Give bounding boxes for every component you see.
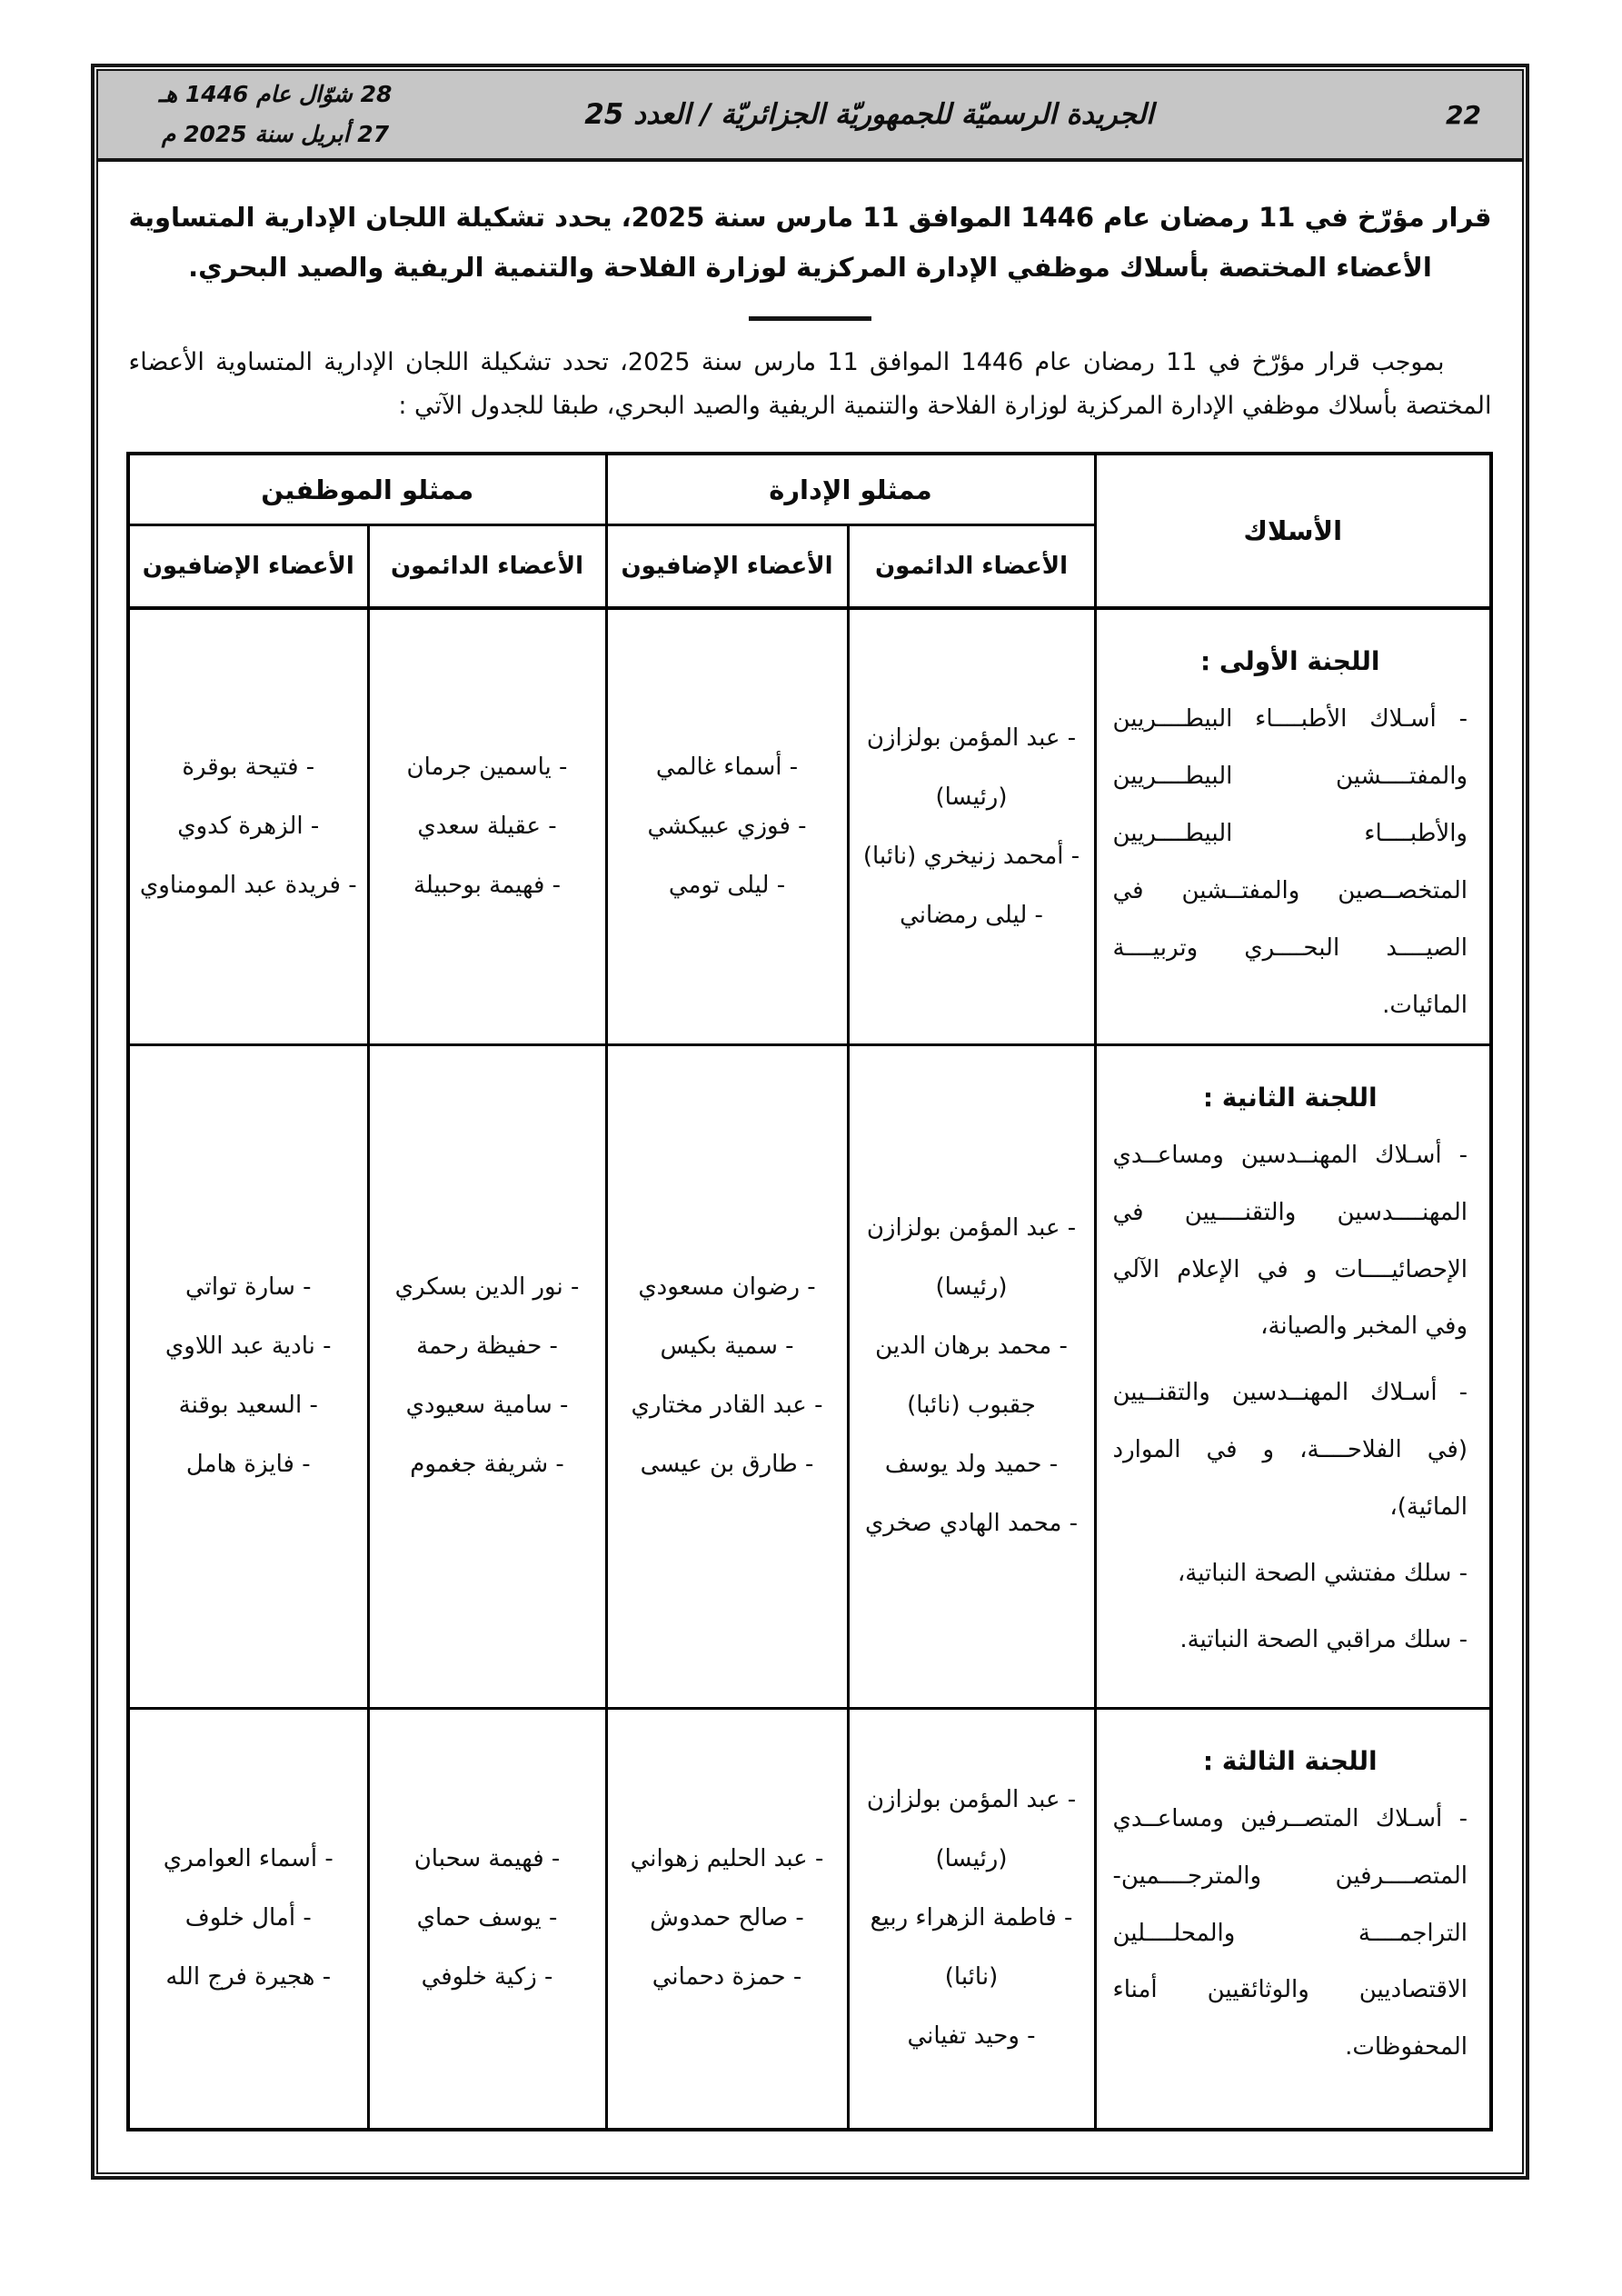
- table-row-committee-1: [128, 608, 1491, 1044]
- column-group-administration: ممثلو الإدارة: [606, 454, 1095, 524]
- column-header-admin-additional: الأعضاء الإضافيون: [606, 524, 848, 608]
- table-row-committee-2: [128, 1044, 1491, 1708]
- column-header-workers-additional: الأعضاء الإضافيون: [128, 524, 368, 608]
- column-header-admin-permanent: الأعضاء الدائمون: [848, 524, 1095, 608]
- date-gregorian: 27 أبريل سنة 2025 م: [161, 121, 390, 147]
- page-header-band: [98, 71, 1522, 162]
- page-number: 22: [1446, 99, 1481, 130]
- cell-aslak-2: اللجنة الثانية : - أسـلاك المهنــدسين ومساعــدي المهنــــدسين والتقنــــيين في الإحصائيــــات و في الإعلام الآلي وفي المخبر والصيانة، - أسـلاك المهنــدسين والتقنــيين (في الفلاحــــة، و في الموارد المائية)، - سلك مفتشي الصحة النباتية، - سلك مراقبي الصحة النباتية.: [1095, 1044, 1491, 1708]
- date-hijri: 28 شوّال عام 1446 هـ: [158, 81, 393, 108]
- committee-3-title: اللجنة الثالثة :: [1202, 1745, 1378, 1776]
- issue-dates: [139, 75, 412, 155]
- committee-1-title: اللجنة الأولى :: [1199, 646, 1380, 677]
- cell-admin-permanent-1: - عبد المؤمن بولزازن (رئيسا) - أمحمد زنيخري (نائبا) - ليلى رمضاني: [848, 608, 1095, 1044]
- cell-admin-additional-3: - عبد الحليم زهواني - صالح حمدوش - حمزة دحماني: [606, 1708, 848, 2130]
- table-header: [128, 454, 1491, 608]
- cell-admin-permanent-3: - عبد المؤمن بولزازن (رئيسا) - فاطمة الزهراء ربيع (نائبا) - وحيد تفياني: [848, 1708, 1095, 2130]
- cell-workers-permanent-3: - فهيمة سحبان - يوسف حماي - زكية خلوفي: [368, 1708, 606, 2130]
- cell-workers-additional-2: - سارة تواتي - نادية عبد اللاوي - السعيد بوقنة - فايزة هامل: [128, 1044, 368, 1708]
- page-border-frame-inner: [96, 69, 1524, 2174]
- cell-aslak-3: اللجنة الثالثة : - أسـلاك المتصــرفين ومساعــدي المتصــــرفين والمترجــــمين- التراجمــــة والمحلــــلين الاقتصاديين والوثائقيين أمناء المحفوظات.: [1095, 1708, 1491, 2130]
- journal-title: الجريدة الرسميّة للجمهوريّة الجزائريّة / العدد 25: [584, 98, 1154, 131]
- table-row-committee-3: [128, 1708, 1491, 2130]
- decree-body-paragraph: بموجب قرار مؤرّخ في 11 رمضان عام 1446 الموافق 11 مارس سنة 2025، تحدد تشكيلة اللجان الإدارية المتساوية الأعضاء المختصة بأسلاك موظفي الإدارة المركزية لوزارة الفلاحة والتنمية الريفية والصيد البحري، طبقا للجدول الآتي :: [128, 348, 1492, 421]
- cell-admin-additional-1: - أسماء غالمي - فوزي عبيكشي - ليلى تومي: [606, 608, 848, 1044]
- decree-title: قرار مؤرّخ في 11 رمضان عام 1446 الموافق 11 مارس سنة 2025، يحدد تشكيلة اللجان الإدارية المتساوية الأعضاء المختصة بأسلاك موظفي الإدارة المركزية لوزارة الفلاحة والتنمية الريفية والصيد البحري.: [128, 202, 1492, 284]
- cell-admin-permanent-2: - عبد المؤمن بولزازن (رئيسا) - محمد برهان الدين جقبوب (نائبا) - حميد ولد يوسف - محمد الهادي صخري: [848, 1044, 1095, 1708]
- committee-2-title: اللجنة الثانية :: [1202, 1082, 1378, 1113]
- column-group-employees: ممثلو الموظفين: [128, 454, 606, 524]
- column-header-workers-permanent: الأعضاء الدائمون: [368, 524, 606, 608]
- title-separator-rule: [749, 316, 871, 321]
- cell-workers-permanent-1: - ياسمين جرمان - عقيلة سعدي - فهيمة بوحبيلة: [368, 608, 606, 1044]
- cell-admin-additional-2: - رضوان مسعودي - سمية بكيس - عبد القادر مختاري - طارق بن عيسى: [606, 1044, 848, 1708]
- cell-aslak-1: اللجنة الأولى : - أسـلاك الأطبــــاء البيطــــريين والمفتــــشين البيطــــريين والأطبــــاء البيطــــريين المتخصــصين والمفتــشين في الصيــــد البحــــري وتربيــــة المائيات.: [1095, 608, 1491, 1044]
- column-header-aslak: الأسلاك: [1095, 454, 1491, 608]
- committees-table: [126, 452, 1493, 2131]
- cell-workers-permanent-2: - نور الدين بسكري - حفيظة رحمة - سامية سعيودي - شريفة جغموم: [368, 1044, 606, 1708]
- page-content: [98, 162, 1522, 2131]
- cell-workers-additional-3: - أسماء العوامري - أمال خلوف - هجيرة فرج الله: [128, 1708, 368, 2130]
- page-border-frame: [91, 64, 1529, 2180]
- cell-workers-additional-1: - فتيحة بوقرة - الزهرة كدوي - فريدة عبد المومناوي: [128, 608, 368, 1044]
